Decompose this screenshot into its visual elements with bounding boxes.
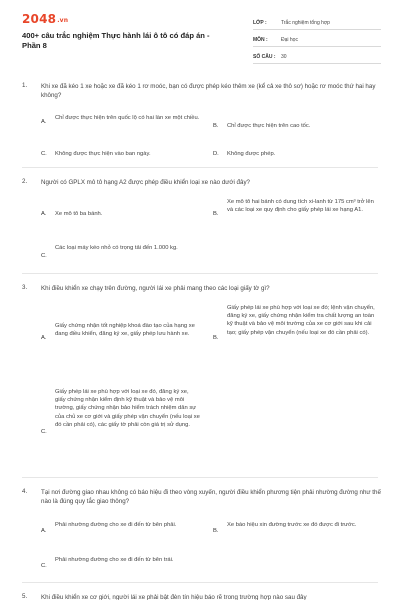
- question-divider: [22, 273, 378, 274]
- question-text: Khi xe đã kéo 1 xe hoặc xe đã kéo 1 rơ moóc, bạn có được phép kéo thêm xe (kể cả xe thô sơ) hoặc rơ moóc thứ hai hay không?: [41, 83, 376, 99]
- option-text: Xe báo hiệu xin đường trước xe đó được đi trước.: [227, 522, 357, 528]
- option-key: A.: [41, 119, 47, 125]
- option-key: C.: [41, 253, 47, 259]
- meta-value: Trắc nghiệm tổng hợp: [281, 19, 330, 26]
- question-text: Khi điều khiển xe cơ giới, người lái xe phải bật đèn tín hiệu báo rẽ trong trường hợp nào sau đây: [41, 594, 307, 600]
- question-text: Tại nơi đường giao nhau không có báo hiệu đi theo vòng xuyến, người điều khiển phương tiện phải nhường đường như thế nào là đúng quy tắc giao thông?: [41, 489, 381, 505]
- option-text: Xe mô tô ba bánh.: [55, 211, 103, 217]
- option-key: C.: [41, 151, 47, 157]
- option-text: Phải nhường đường cho xe đi đến từ bên phải.: [55, 522, 177, 528]
- meta-key: SỐ CÂU :: [253, 53, 276, 60]
- option-text: Chỉ được thực hiện trên quốc lộ có hai làn xe một chiều.: [55, 115, 200, 121]
- meta-row-class: [253, 16, 381, 30]
- question-number: 3.: [22, 284, 28, 291]
- option-key: B.: [213, 211, 219, 217]
- document-meta: [253, 16, 381, 64]
- option-key: D.: [213, 151, 219, 157]
- question-number: 1.: [22, 82, 28, 89]
- option-text: Giấy phép lái xe phù hợp với loại xe đó; lệnh vận chuyển, đăng ký xe, giấy chứng nhận kiểm tra chất lượng an toàn kỹ thuật và bảo vệ môi trường của xe cơ giới sau khi cải tạo; giấy phép vận chuyển (nếu loại xe đó cần phải có).: [227, 305, 375, 336]
- question-number: 4.: [22, 488, 28, 495]
- option-key: A.: [41, 335, 47, 341]
- option-text: Phải nhường đường cho xe đi đến từ bên trái.: [55, 557, 174, 563]
- option-text: Giấy phép lái xe phù hợp với loại xe đó, đăng ký xe, giấy chứng nhận kiểm định kỹ thuật và bảo vệ môi trường, giấy chứng nhận bảo hiểm trách nhiệm dân sự của chủ xe cơ giới và giấy phép vận chuyển (nếu loại xe đó cần phải có), các giấy tờ phải còn giá trị sử dụng.: [55, 389, 200, 428]
- option-key: A.: [41, 211, 47, 217]
- question-number: 2.: [22, 178, 28, 185]
- option-key: B.: [213, 335, 219, 341]
- option-text: Không được thực hiện vào ban ngày.: [55, 151, 151, 157]
- option-text: Chỉ được thực hiện trên cao tốc.: [227, 123, 311, 129]
- question-text: Người có GPLX mô tô hạng A2 được phép điều khiển loại xe nào dưới đây?: [41, 179, 250, 186]
- site-logo[interactable]: [22, 12, 68, 26]
- option-key: B.: [213, 528, 219, 534]
- question-divider: [22, 167, 378, 168]
- meta-key: MÔN :: [253, 36, 268, 43]
- question-divider: [22, 582, 378, 583]
- question-number: 5.: [22, 593, 28, 600]
- meta-row-subject: [253, 33, 381, 47]
- document-title: 400+ câu trắc nghiệm Thực hành lái ô tô có đáp án - Phần 8: [22, 31, 210, 50]
- option-text: Giấy chứng nhận tốt nghiệp khoá đào tạo của hạng xe đang điều khiển, đăng ký xe, giấy phép lưu hành xe.: [55, 323, 195, 338]
- meta-row-count: [253, 50, 381, 64]
- option-key: A.: [41, 528, 47, 534]
- meta-key: LỚP :: [253, 19, 267, 26]
- question-text: Khi điều khiển xe chạy trên đường, người lái xe phải mang theo các loại giấy tờ gì?: [41, 285, 270, 292]
- option-key: C.: [41, 429, 47, 435]
- option-text: Xe mô tô hai bánh có dung tích xi-lanh từ 175 cm³ trở lên và các loại xe quy định cho giấy phép lái xe hạng A1.: [227, 199, 374, 214]
- question-divider: [22, 477, 378, 478]
- document-header: [0, 0, 400, 60]
- logo-suffix: .vn: [57, 17, 69, 24]
- option-key: B.: [213, 123, 219, 129]
- option-text: Các loại máy kéo nhỏ có trọng tải đến 1.000 kg.: [55, 245, 178, 251]
- option-text: Không được phép.: [227, 151, 276, 157]
- logo-main: 2048: [22, 12, 57, 26]
- meta-value: Đại học: [281, 36, 298, 43]
- meta-value: 30: [281, 53, 287, 60]
- option-key: C.: [41, 563, 47, 569]
